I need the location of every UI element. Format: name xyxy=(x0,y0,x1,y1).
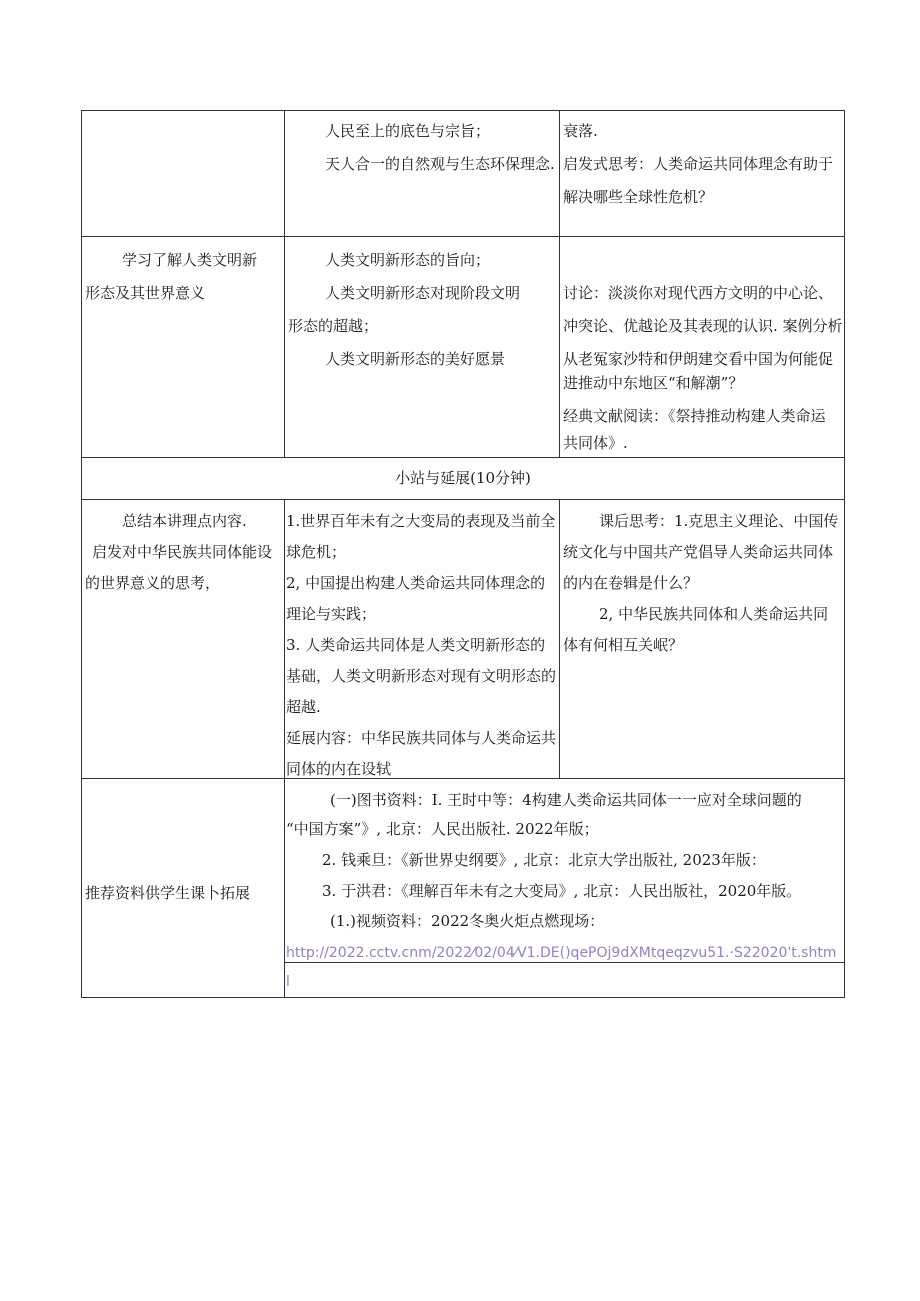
cell-text: 同体的内在设轼 xyxy=(286,760,392,778)
cell-text: 3. 人类命运共同体是人类文明新形态的 xyxy=(286,636,546,654)
section-title: 小站与延展(10分钟) xyxy=(395,469,531,487)
cell-text: 经典文献阅读：《祭持推动构建人类命运 xyxy=(563,407,826,425)
cell-text: 衰落. xyxy=(563,122,598,140)
cell-text: 天人合一的自然观与生态环保理念. xyxy=(325,155,555,173)
cell-text: 人类文明新形态对现阶段文明 xyxy=(325,284,521,302)
cell-text: 启发式思考：人类命运共同体理念有助于 xyxy=(563,155,834,173)
column-divider xyxy=(284,110,285,457)
cell-text: 从老冤家沙特和伊朗建交看中国为何能促 xyxy=(563,350,834,368)
video-link-continuation[interactable]: l xyxy=(286,974,290,990)
resource-item: “中国方案”》, 北京：人民出版社. 2022年版； xyxy=(286,820,599,838)
cell-text: 的世界意义的思考， xyxy=(85,574,221,592)
resource-item: 3. 于洪君：《理解百年未有之大变局》, 北京：人民出版社，2020年版。 xyxy=(322,882,802,900)
row-divider xyxy=(81,499,845,500)
cell-text: 统文化与中国共产党倡导人类命运共同体 xyxy=(563,543,834,561)
cell-text: 讨论：淡淡你对现代西方文明的中心论、 xyxy=(563,284,834,302)
row-divider xyxy=(81,457,845,458)
cell-text: 冲突论、优越论及其表现的认识. 案例分析 xyxy=(563,317,843,335)
cell-text: 理论与实践； xyxy=(286,605,377,623)
cell-text: 共同体》. xyxy=(563,434,628,452)
cell-text: 2, 中国提出构建人类命运共同体理念的 xyxy=(286,574,546,592)
cell-text: 形态及其世界意义 xyxy=(85,284,206,302)
row-divider xyxy=(81,236,845,237)
cell-text: 启发对中华民族共同体能设 xyxy=(92,543,273,561)
cell-text: 1.世界百年未有之大变局的表现及当前全 xyxy=(286,512,556,530)
cell-text: 超越. xyxy=(286,698,321,716)
resource-item: (1.)视频资料：2022冬奥火炬点燃现场： xyxy=(330,912,605,930)
column-divider xyxy=(559,110,560,457)
cell-text: 的内在卷辑是什么？ xyxy=(563,574,699,592)
cell-text: 人民至上的底色与宗旨； xyxy=(325,122,491,140)
cell-text: 进推动中东地区“和解潮”？ xyxy=(563,374,744,392)
cell-text: 推荐资料供学生课卜拓展 xyxy=(85,884,251,902)
column-divider xyxy=(284,499,285,998)
cell-text: 学习了解人类文明新 xyxy=(122,251,258,269)
cell-text: 人类文明新形态的旨向； xyxy=(325,251,491,269)
cell-text: 解决哪些全球性危机？ xyxy=(563,188,714,206)
column-divider xyxy=(559,499,560,778)
cell-text: 基础，人类文明新形态对现有文明形态的 xyxy=(286,667,557,685)
cell-text: 形态的超越； xyxy=(288,317,379,335)
cell-text: 2, 中华民族共同体和人类命运共同 xyxy=(599,605,829,623)
cell-text: 体有何相互关岷？ xyxy=(563,636,684,654)
cell-text: 课后思考：1.克思主义理论、中国传 xyxy=(599,512,839,530)
row-divider xyxy=(81,778,845,779)
cell-text: 延展内容：中华民族共同体与人类命运共 xyxy=(286,729,557,747)
cell-text: 总结本讲理点内容. xyxy=(122,512,247,530)
resource-item: 2. 钱乘旦：《新世界史纲要》, 北京：北京大学出版社, 2023年版： xyxy=(322,851,766,869)
cell-text: 人类文明新形态的美好愿景 xyxy=(325,350,506,368)
resource-item: (一)图书资料：I. 王时中等：4构建人类命运共同体一一应对全球问题的 xyxy=(330,791,802,809)
video-link[interactable]: http://2022.cctv.cnm/2022⁄02/04⁄V1.DE()qePOj9dXMtqeqzvu51.·S22020't.shtm xyxy=(286,945,837,961)
cell-text: 球危机； xyxy=(286,543,347,561)
